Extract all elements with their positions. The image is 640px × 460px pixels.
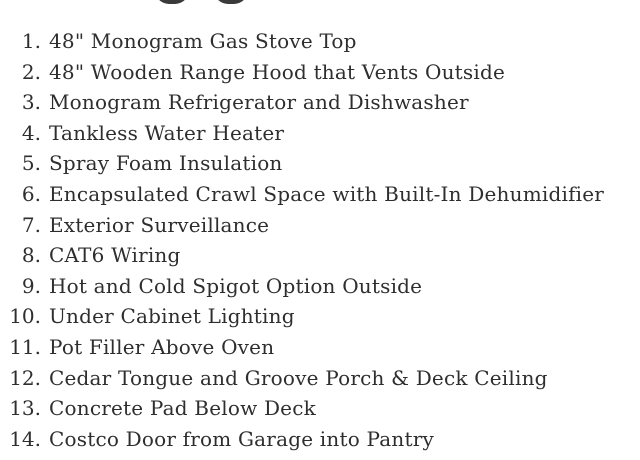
item-text: Pot Filler Above Oven xyxy=(49,334,275,359)
decorative-shape xyxy=(155,0,189,4)
item-number: 8. xyxy=(21,243,41,268)
list-item xyxy=(0,179,640,210)
item-text: Hot and Cold Spigot Option Outside xyxy=(49,273,423,298)
list-item xyxy=(0,332,640,363)
list-item xyxy=(0,301,640,332)
item-number: 6. xyxy=(21,181,41,206)
item-text: Spray Foam Insulation xyxy=(49,151,283,176)
item-number: 4. xyxy=(21,120,41,145)
list-item xyxy=(0,271,640,302)
list-item xyxy=(0,393,640,424)
item-text: Tankless Water Heater xyxy=(49,120,285,145)
item-text: Monogram Refrigerator and Dishwasher xyxy=(49,90,469,115)
item-number: 7. xyxy=(21,212,41,237)
item-text: Costco Door from Garage into Pantry xyxy=(49,426,434,451)
list-item xyxy=(0,210,640,241)
list-item xyxy=(0,118,640,149)
item-number: 9. xyxy=(21,273,41,298)
item-number: 12. xyxy=(9,365,41,390)
item-number: 13. xyxy=(9,396,41,421)
item-text: Under Cabinet Lighting xyxy=(49,304,295,329)
item-text: 48" Monogram Gas Stove Top xyxy=(49,29,357,53)
item-number: 3. xyxy=(21,90,41,115)
item-text: Cedar Tongue and Groove Porch & Deck Ceiling xyxy=(49,365,548,390)
item-number: 2. xyxy=(21,59,41,84)
item-number: 10. xyxy=(9,304,41,329)
list-item xyxy=(0,87,640,118)
item-text: CAT6 Wiring xyxy=(49,243,181,268)
item-text: Encapsulated Crawl Space with Built-In Dehumidifier xyxy=(49,181,605,206)
list-item xyxy=(0,148,640,179)
list-item xyxy=(0,240,640,271)
item-number: 5. xyxy=(21,151,41,176)
features-list xyxy=(0,26,640,454)
item-number: 11. xyxy=(9,334,41,359)
item-number: 1. xyxy=(21,29,41,53)
item-text: 48" Wooden Range Hood that Vents Outside xyxy=(49,59,505,84)
item-number: 14. xyxy=(9,426,41,451)
list-item xyxy=(0,363,640,394)
item-text: Concrete Pad Below Deck xyxy=(49,396,316,421)
list-item xyxy=(0,26,640,57)
list-item xyxy=(0,57,640,88)
list-item xyxy=(0,424,640,455)
decorative-shape xyxy=(214,0,248,4)
item-text: Exterior Surveillance xyxy=(49,212,270,237)
